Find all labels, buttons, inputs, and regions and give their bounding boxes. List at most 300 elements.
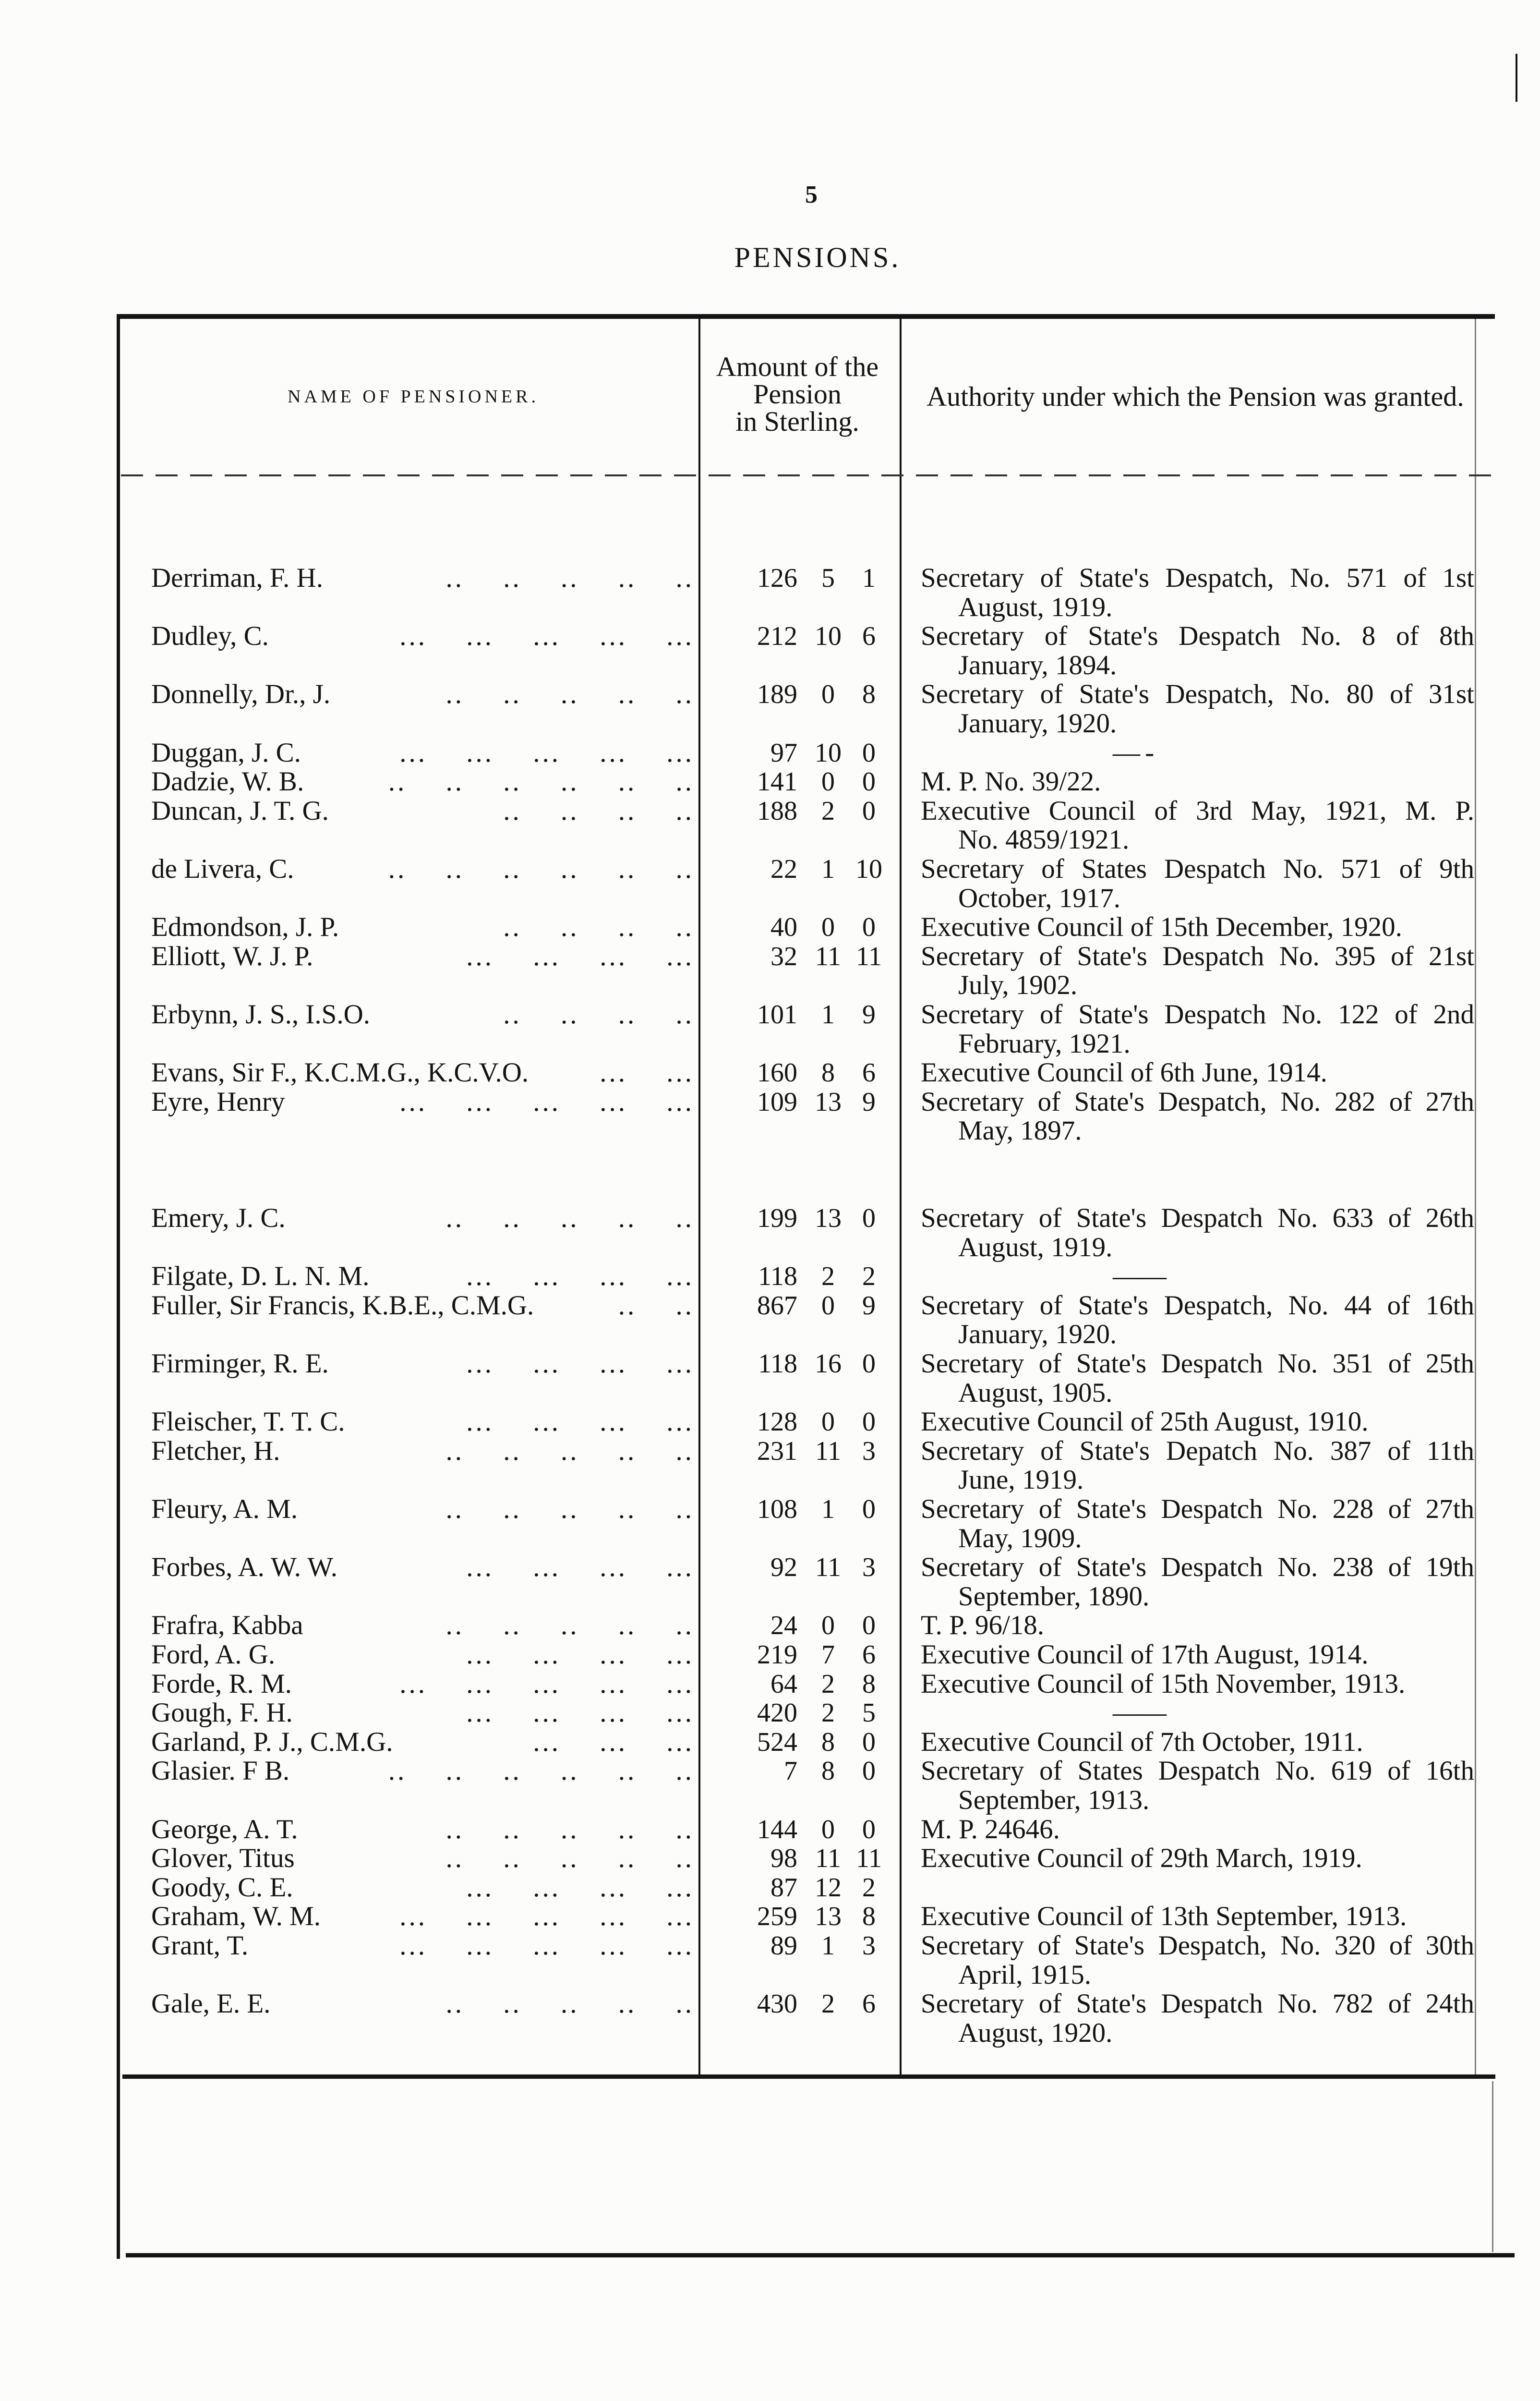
authority-line: Secretary of State's Depatch No. 387 of 11th	[921, 1435, 1474, 1466]
authority-cell	[921, 1902, 1474, 1931]
dot-leader	[308, 1873, 694, 1903]
name-cell	[151, 1873, 694, 1903]
pensioner-name: Edmondson, J. P.	[151, 912, 339, 943]
dot-leader	[304, 1757, 694, 1786]
pensioner-name: Ford, A. G.	[151, 1639, 276, 1670]
dot-leader	[306, 1670, 694, 1699]
authority-line: Executive Council of 15th November, 1913.	[921, 1668, 1406, 1699]
amount-shillings: 11	[815, 1436, 841, 1466]
amount-pounds: 108	[757, 1494, 797, 1524]
amount-pence: 0	[862, 1349, 876, 1379]
authority-line: Executive Council of 6th June, 1914.	[921, 1057, 1327, 1088]
amount-pounds: 199	[757, 1203, 797, 1234]
amount-pounds: 101	[757, 999, 797, 1030]
pensioner-name: Frafra, Kabba	[151, 1610, 303, 1641]
pensioner-name: Forde, R. M.	[151, 1668, 292, 1699]
pensioner-name: Firminger, R. E.	[151, 1348, 329, 1379]
name-cell	[151, 564, 694, 593]
amount-pounds: 259	[757, 1902, 797, 1932]
dot-leader-dots: ... ... ... ... ...	[399, 1902, 694, 1931]
dot-leader-dots: .. .. .. .. ..	[445, 564, 694, 593]
name-cell	[151, 622, 694, 651]
amount-pounds: 87	[770, 1872, 797, 1903]
table-row	[0, 1437, 1540, 1495]
table-row	[0, 1553, 1540, 1611]
authority-line: January, 1894.	[958, 650, 1117, 680]
authority-line: Secretary of State's Despatch, No. 320 of 30th	[921, 1930, 1474, 1961]
table-row	[0, 739, 1540, 768]
amount-shillings: 2	[821, 1989, 835, 2019]
pensioner-name: Grant, T.	[151, 1930, 249, 1961]
dot-leader	[384, 1262, 694, 1291]
table-row	[0, 622, 1540, 680]
dot-leader	[327, 942, 694, 971]
amount-pence: 10	[855, 854, 882, 884]
pensioner-name: Derriman, F. H.	[151, 563, 323, 593]
authority-cell	[921, 1553, 1474, 1611]
table-row	[0, 1000, 1540, 1058]
amount-pence: 6	[862, 1639, 876, 1670]
amount-shillings: 13	[815, 1902, 842, 1932]
dot-leader	[318, 1611, 694, 1640]
amount-pence: 8	[862, 1669, 876, 1699]
name-cell	[151, 855, 694, 884]
table-row	[0, 1204, 1540, 1262]
dot-leader	[309, 1844, 694, 1873]
authority-line: Executive Council of 7th October, 1911.	[921, 1726, 1363, 1757]
dot-leader	[408, 1728, 694, 1757]
amount-pence: 0	[862, 738, 876, 768]
name-cell	[151, 1931, 694, 1961]
authority-cell	[921, 1262, 1474, 1291]
dot-leader-dots: .. .. .. ..	[503, 796, 694, 826]
amount-pounds: 144	[757, 1814, 797, 1844]
dot-leader-dots: ... ... ... ... ...	[399, 622, 694, 651]
name-cell	[151, 1204, 694, 1233]
authority-cell	[921, 1291, 1474, 1349]
authority-line: ——	[1113, 1261, 1166, 1292]
name-cell	[151, 1058, 694, 1088]
row-group	[0, 1204, 1540, 2048]
amount-pounds: 64	[770, 1669, 797, 1699]
dot-leader-dots: .. .. .. .. ..	[445, 1844, 694, 1873]
dot-leader-dots: ... ... ... ...	[466, 1640, 694, 1670]
authority-cell	[921, 1757, 1474, 1815]
authority-line: No. 4859/1921.	[958, 825, 1130, 855]
authority-line: Secretary of State's Despatch No. 228 of 27th	[921, 1494, 1474, 1524]
authority-cell	[921, 913, 1474, 942]
authority-cell	[921, 942, 1474, 1000]
amount-shillings: 11	[815, 941, 841, 971]
header-authority: Authority under which the Pension was granted.	[926, 381, 1464, 412]
amount-shillings: 12	[815, 1872, 842, 1903]
page-edge-mark	[1516, 54, 1517, 102]
authority-line: Secretary of State's Despatch No. 238 of 19th	[921, 1552, 1474, 1583]
footer-right-border	[1492, 2081, 1493, 2252]
table-row	[0, 1349, 1540, 1407]
dot-leader-dots: ... ... ... ...	[466, 1262, 694, 1291]
authority-line: Secretary of State's Despatch No. 633 of 26th	[921, 1203, 1474, 1234]
amount-pence: 6	[862, 621, 876, 652]
dot-leader-dots: .. ..	[618, 1291, 694, 1321]
page-title: PENSIONS.	[734, 242, 901, 273]
table-row	[0, 1815, 1540, 1844]
authority-cell	[921, 1989, 1474, 2048]
authority-cell	[921, 1058, 1474, 1088]
pensioner-name: Glasier. F B.	[151, 1756, 290, 1786]
authority-line: Secretary of State's Despatch No. 351 of 25th	[921, 1348, 1474, 1379]
amount-pence: 0	[862, 1727, 876, 1757]
dot-leader-dots: .. .. .. .. ..	[445, 680, 694, 709]
dot-leader-dots: ... ... ... ...	[466, 1553, 694, 1582]
authority-cell	[921, 1437, 1474, 1495]
authority-cell	[921, 1844, 1474, 1873]
amount-pounds: 118	[758, 1261, 797, 1292]
pensioner-name: Emery, J. C.	[151, 1203, 286, 1234]
table-row	[0, 1407, 1540, 1437]
amount-pence: 3	[862, 1436, 876, 1466]
authority-cell	[921, 1000, 1474, 1058]
table-row	[0, 767, 1540, 797]
footer-bottom-border	[126, 2253, 1515, 2257]
authority-line: August, 1919.	[958, 592, 1113, 622]
dot-leader	[353, 913, 694, 942]
amount-pence: 0	[862, 1494, 876, 1524]
amount-pounds: 118	[758, 1349, 797, 1379]
authority-line: Executive Council of 3rd May, 1921, M. P.	[921, 795, 1474, 826]
table-row	[0, 913, 1540, 942]
authority-line: T. P. 96/18.	[921, 1610, 1045, 1641]
amount-shillings: 8	[821, 1727, 835, 1757]
pensioner-name: Evans, Sir F., K.C.M.G., K.C.V.O.	[151, 1057, 529, 1088]
amount-pounds: 89	[770, 1930, 797, 1961]
amount-shillings: 16	[815, 1349, 842, 1379]
amount-pounds: 92	[770, 1552, 797, 1583]
dot-leader-dots: ... ... ... ...	[466, 1873, 694, 1903]
dot-leader-dots: .. .. .. .. ..	[445, 1611, 694, 1640]
amount-shillings: 8	[821, 1756, 835, 1786]
amount-pounds: 189	[757, 679, 797, 710]
authority-line: Executive Council of 29th March, 1919.	[921, 1843, 1362, 1874]
amount-pounds: 40	[770, 912, 797, 943]
dot-leader	[313, 1815, 694, 1844]
name-cell	[151, 739, 694, 768]
table-row	[0, 680, 1540, 738]
dot-leader-dots: .. .. .. .. ..	[445, 1436, 694, 1466]
amount-shillings: 1	[821, 1930, 835, 1961]
pensioner-name: Fletcher, H.	[151, 1435, 280, 1466]
table-row	[0, 797, 1540, 855]
table-row	[0, 1698, 1540, 1728]
dot-leader	[543, 1058, 694, 1088]
amount-pence: 9	[862, 999, 876, 1030]
dot-leader-dots: .. .. .. .. .. ..	[388, 767, 694, 797]
dot-leader	[343, 797, 694, 826]
authority-cell	[921, 1728, 1474, 1757]
name-cell	[151, 913, 694, 942]
name-cell	[151, 1407, 694, 1437]
pensioner-name: Gough, F. H.	[151, 1698, 293, 1728]
amount-pounds: 141	[757, 767, 797, 797]
name-cell	[151, 1088, 694, 1117]
table-row	[0, 1989, 1540, 2048]
dot-leader-dots: ... ... ...	[533, 1727, 694, 1757]
amount-shillings: 0	[821, 1290, 835, 1321]
amount-pounds: 231	[757, 1436, 797, 1466]
header-amount-line: in Sterling.	[735, 406, 859, 437]
authority-line: Secretary of States Despatch No. 571 of 9th	[921, 853, 1474, 884]
authority-line: Executive Council of 13th September, 1913.	[921, 1901, 1407, 1932]
pensioner-name: Garland, P. J., C.M.G.	[151, 1726, 393, 1757]
pensioner-name: Duggan, J. C.	[151, 737, 301, 768]
dot-leader	[345, 680, 694, 709]
amount-shillings: 10	[815, 738, 842, 768]
authority-line: Executive Council of 15th December, 1920.	[921, 912, 1402, 943]
pensioner-name: Graham, W. M.	[151, 1901, 321, 1932]
authority-cell	[921, 1698, 1474, 1728]
name-cell	[151, 1844, 694, 1873]
amount-shillings: 5	[821, 563, 835, 593]
dot-leader-dots: ... ... ... ... ...	[399, 1087, 694, 1117]
amount-shillings: 10	[815, 621, 842, 652]
dot-leader	[307, 1698, 694, 1728]
amount-pence: 0	[862, 1611, 876, 1641]
name-cell	[151, 1349, 694, 1379]
amount-pounds: 22	[770, 854, 797, 884]
amount-pounds: 128	[757, 1407, 797, 1437]
amount-shillings: 0	[821, 679, 835, 710]
name-cell	[151, 1640, 694, 1670]
amount-pounds: 420	[757, 1698, 797, 1728]
amount-pence: 2	[862, 1261, 876, 1292]
name-cell	[151, 1553, 694, 1582]
pensioner-name: Glover, Titus	[151, 1843, 295, 1874]
name-cell	[151, 1757, 694, 1786]
authority-line: Secretary of State's Despatch No. 122 of 2nd	[921, 999, 1474, 1030]
amount-pence: 9	[862, 1087, 876, 1117]
amount-shillings: 11	[815, 1552, 841, 1583]
pensioner-name: Fleury, A. M.	[151, 1494, 298, 1524]
authority-line: June, 1919.	[958, 1465, 1084, 1495]
name-cell	[151, 1000, 694, 1030]
dot-leader-dots: .. .. .. .. ..	[445, 1204, 694, 1233]
amount-pence: 9	[862, 1290, 876, 1321]
dot-leader-dots: ... ... ... ...	[466, 942, 694, 971]
table-row	[0, 1931, 1540, 1989]
amount-shillings: 0	[821, 1407, 835, 1437]
pensioner-name: Dadzie, W. B.	[151, 766, 304, 797]
amount-shillings: 0	[821, 1814, 835, 1844]
authority-cell	[921, 797, 1474, 855]
amount-pence: 0	[862, 1203, 876, 1234]
table-row	[0, 1728, 1540, 1757]
amount-shillings: 2	[821, 796, 835, 826]
authority-cell	[921, 1088, 1474, 1146]
name-cell	[151, 1728, 694, 1757]
name-cell	[151, 797, 694, 826]
pensioner-name: Elliott, W. J. P.	[151, 941, 313, 971]
authority-line: September, 1913.	[958, 1784, 1150, 1815]
amount-shillings: 13	[815, 1087, 842, 1117]
pensioner-name: Fuller, Sir Francis, K.B.E., C.M.G.	[151, 1290, 534, 1321]
dot-leader-dots: ... ...	[600, 1058, 694, 1088]
dot-leader	[335, 1902, 694, 1931]
header-amount-line: Amount of the	[716, 351, 879, 382]
authority-line: — -	[1113, 737, 1154, 768]
amount-pounds: 524	[757, 1727, 797, 1757]
dot-leader	[294, 1437, 694, 1466]
authority-line: May, 1897.	[958, 1116, 1082, 1146]
authority-line: Secretary of State's Despatch No. 8 of 8th	[921, 621, 1474, 652]
pensioner-name: George, A. T.	[151, 1814, 298, 1844]
header-name-of-pensioner: NAME OF PENSIONER.	[288, 387, 539, 407]
name-cell	[151, 1437, 694, 1466]
amount-pence: 6	[862, 1058, 876, 1088]
amount-pence: 5	[862, 1698, 876, 1728]
dot-leader	[385, 1000, 694, 1030]
dot-leader-dots: .. .. .. .. ..	[445, 1495, 694, 1524]
amount-pence: 0	[862, 1814, 876, 1844]
amount-pounds: 98	[770, 1843, 797, 1874]
amount-pence: 8	[862, 679, 876, 710]
pensioner-name: de Livera, C.	[151, 853, 294, 884]
table-row	[0, 855, 1540, 913]
table-row	[0, 1902, 1540, 1931]
dot-leader	[283, 622, 694, 651]
dot-leader	[337, 564, 694, 593]
authority-cell	[921, 680, 1474, 738]
dot-leader	[289, 1640, 694, 1670]
authority-cell	[921, 767, 1474, 797]
amount-pence: 3	[862, 1930, 876, 1961]
header-amount-line: Pension	[753, 378, 842, 410]
dot-leader-dots: .. .. .. ..	[503, 1000, 694, 1030]
name-cell	[151, 767, 694, 797]
amount-pence: 0	[862, 912, 876, 943]
amount-pence: 0	[862, 796, 876, 826]
dot-leader	[315, 739, 694, 768]
table-row	[0, 1844, 1540, 1873]
pensioner-name: Donnelly, Dr., J.	[151, 679, 331, 710]
amount-shillings: 0	[821, 1611, 835, 1641]
authority-cell	[921, 622, 1474, 680]
amount-shillings: 2	[821, 1669, 835, 1699]
authority-cell	[921, 1407, 1474, 1437]
authority-line: August, 1920.	[958, 2017, 1113, 2048]
dot-leader-dots: .. .. .. .. ..	[445, 1989, 694, 2019]
dot-leader-dots: .. .. .. .. .. ..	[388, 1757, 694, 1786]
table-row	[0, 564, 1540, 622]
authority-line: September, 1890.	[958, 1581, 1150, 1612]
authority-line: May, 1909.	[958, 1523, 1082, 1553]
name-cell	[151, 680, 694, 709]
amount-shillings: 1	[821, 999, 835, 1030]
amount-pounds: 32	[770, 941, 797, 971]
authority-line: Secretary of State's Despatch, No. 571 of 1st	[921, 563, 1474, 593]
pensioner-name: Erbynn, J. S., I.S.O.	[151, 999, 371, 1030]
authority-line: Executive Council of 25th August, 1910.	[921, 1407, 1369, 1437]
authority-line: January, 1920.	[958, 1319, 1117, 1350]
name-cell	[151, 1698, 694, 1728]
table-row	[0, 1058, 1540, 1088]
dot-leader	[263, 1931, 694, 1961]
name-cell	[151, 1670, 694, 1699]
amount-pounds: 109	[757, 1087, 797, 1117]
name-cell	[151, 1291, 694, 1321]
dot-leader-dots: ... ... ... ... ...	[399, 1931, 694, 1961]
dot-leader-dots: .. .. .. .. ..	[445, 1815, 694, 1844]
authority-line: January, 1920.	[958, 708, 1117, 739]
row-group	[0, 564, 1540, 1146]
pensioner-name: Dudley, C.	[151, 621, 269, 652]
amount-shillings: 11	[815, 1843, 841, 1874]
authority-cell	[921, 1204, 1474, 1262]
pensioner-name: Goody, C. E.	[151, 1872, 293, 1903]
dot-leader-dots: ... ... ... ... ...	[399, 1669, 694, 1699]
amount-pounds: 126	[757, 563, 797, 593]
name-cell	[151, 1902, 694, 1931]
dot-leader	[285, 1989, 694, 2019]
dot-leader	[343, 1349, 694, 1379]
table-top-border	[117, 314, 1495, 319]
authority-cell	[921, 739, 1474, 768]
dot-leader	[352, 1553, 694, 1582]
authority-line: July, 1902.	[958, 970, 1078, 1001]
pensioner-name: Gale, E. E.	[151, 1989, 271, 2019]
authority-line: ——	[1113, 1698, 1166, 1728]
table-body	[0, 564, 1540, 2048]
amount-shillings: 7	[821, 1639, 835, 1670]
authority-cell	[921, 564, 1474, 622]
amount-pounds: 867	[757, 1290, 797, 1321]
name-cell	[151, 1495, 694, 1524]
amount-shillings: 2	[821, 1261, 835, 1292]
authority-line: Secretary of State's Despatch, No. 282 of 27th	[921, 1086, 1474, 1117]
authority-line: October, 1917.	[958, 883, 1121, 913]
amount-pence: 0	[862, 1756, 876, 1786]
amount-shillings: 0	[821, 767, 835, 797]
authority-line: Secretary of State's Despatch, No. 44 of 16th	[921, 1290, 1474, 1321]
amount-pence: 0	[862, 1407, 876, 1437]
amount-shillings: 2	[821, 1698, 835, 1728]
authority-cell	[921, 1670, 1474, 1699]
name-cell	[151, 1262, 694, 1291]
pensioner-name: Forbes, A. W. W.	[151, 1552, 338, 1583]
authority-line: Secretary of State's Despatch, No. 80 of 31st	[921, 679, 1474, 710]
dot-leader-dots: ... ... ... ...	[466, 1349, 694, 1379]
amount-shillings: 1	[821, 854, 835, 884]
amount-pounds: 97	[770, 738, 797, 768]
authority-line: Secretary of State's Despatch No. 782 of 24th	[921, 1989, 1474, 2019]
dot-leader	[548, 1291, 694, 1321]
table-row	[0, 1757, 1540, 1815]
table-row	[0, 1873, 1540, 1903]
authority-cell	[921, 1611, 1474, 1640]
name-cell	[151, 942, 694, 971]
dot-leader	[300, 1088, 694, 1117]
authority-cell	[921, 1815, 1474, 1844]
authority-cell	[921, 855, 1474, 913]
dot-leader-dots: ... ... ... ... ...	[399, 738, 694, 768]
pensioner-name: Duncan, J. T. G.	[151, 795, 329, 826]
name-cell	[151, 1815, 694, 1844]
dot-leader	[300, 1204, 694, 1233]
authority-line: April, 1915.	[958, 1959, 1092, 1990]
amount-pounds: 7	[784, 1756, 797, 1786]
table-row	[0, 942, 1540, 1000]
amount-pounds: 430	[757, 1989, 797, 2019]
table-row	[0, 1088, 1540, 1146]
